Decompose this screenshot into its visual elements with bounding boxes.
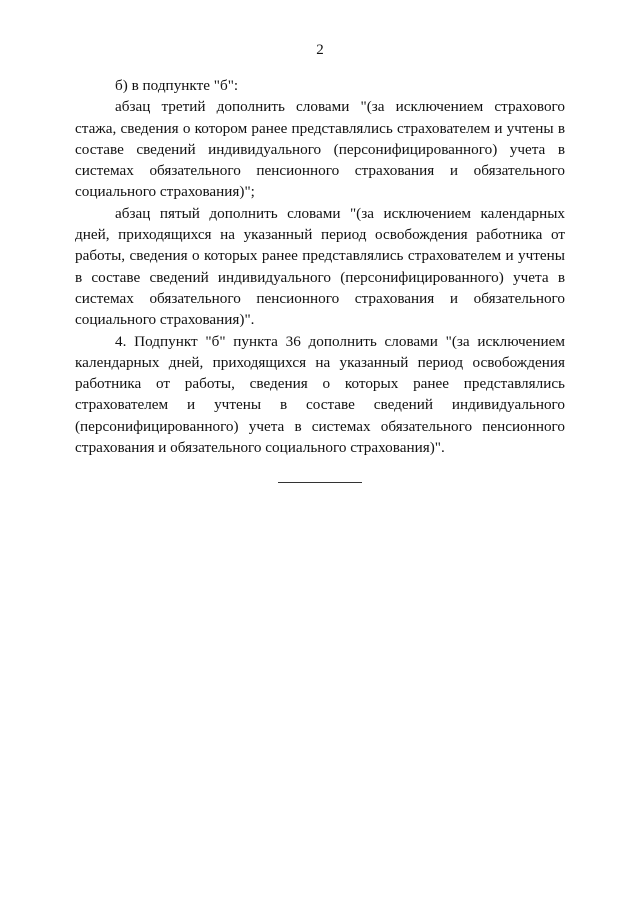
paragraph-item-4: 4. Подпункт "б" пункта 36 дополнить словами "(за исключением календарных дней, приходящихся на указанный период освобождения работника от работы, сведения о которых ранее представлялись страхователем и учтены в составе сведений индивидуального (персонифицированного) учета в системах обязательного пенсионного страхования и обязательного социального страхования)". bbox=[75, 332, 565, 457]
document-body bbox=[75, 75, 565, 458]
paragraph-subitem-b-heading: б) в подпункте "б": bbox=[115, 77, 239, 94]
paragraph-fifth-abzats: абзац пятый дополнить словами "(за исключением календарных дней, приходящихся на указанный период освобождения работника от работы, сведения о которых ранее представлялись страхователем и учтены в составе сведений индивидуального (персонифицированного) учета в системах обязательного пенсионного страхования и обязательного социального страхования)". bbox=[75, 204, 565, 329]
end-separator-line bbox=[278, 482, 362, 483]
paragraph-third-abzats: абзац третий дополнить словами "(за исключением страхового стажа, сведения о котором ранее представлялись страхователем и учтены в составе сведений индивидуального (персонифицированного) учета в системах обязательного пенсионного страхования и обязательного социального страхования)"; bbox=[75, 98, 565, 201]
page-number: 2 bbox=[316, 42, 324, 58]
